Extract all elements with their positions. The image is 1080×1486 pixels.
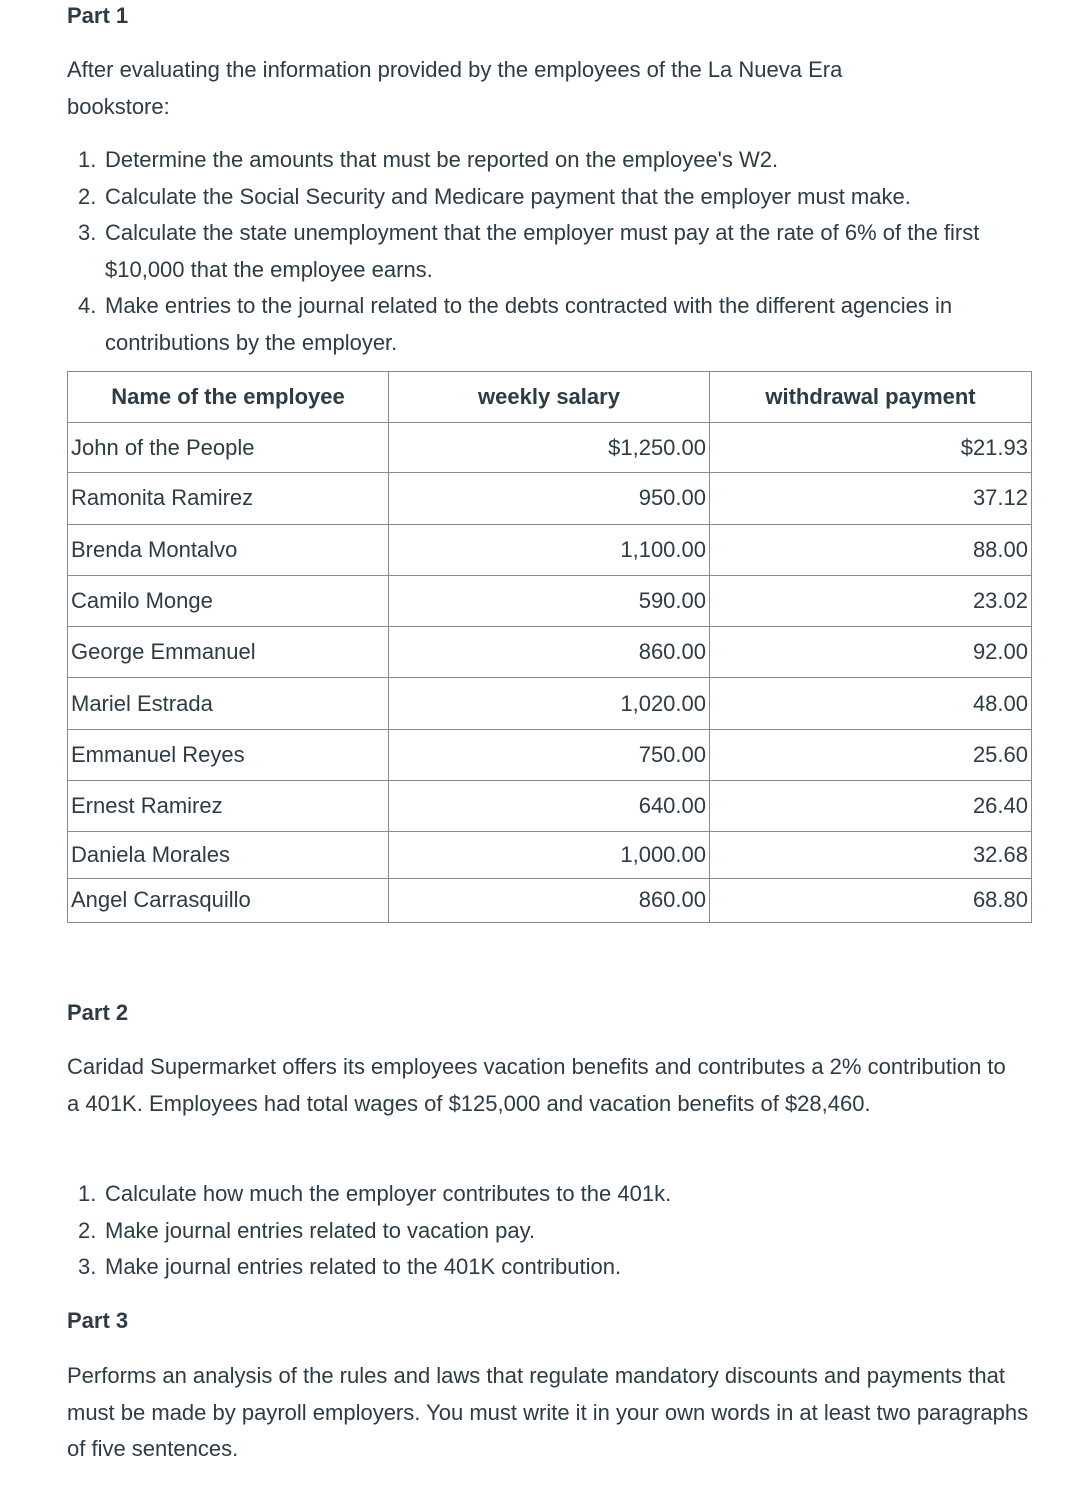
withdrawal-payment: 25.60 <box>710 729 1032 780</box>
part3-body: Performs an analysis of the rules and laws that regulate mandatory discounts and payments that must be made by payroll employers. You must write it in your own words in at least two paragraphs of five sentences. <box>67 1363 1029 1461</box>
weekly-salary: 950.00 <box>389 473 710 524</box>
part1-heading: Part 1 <box>67 3 129 28</box>
column-header-salary: weekly salary <box>389 372 710 423</box>
weekly-salary: 640.00 <box>389 781 710 832</box>
employee-name: John of the People <box>68 423 389 473</box>
employee-name: Daniela Morales <box>68 832 389 878</box>
withdrawal-payment: 26.40 <box>710 781 1032 832</box>
part1-intro: After evaluating the information provided by the employees of the La Nueva Era bookstore: <box>67 57 843 119</box>
withdrawal-payment: 37.12 <box>710 473 1032 524</box>
employee-name: Camilo Monge <box>68 575 389 626</box>
withdrawal-payment: $21.93 <box>710 423 1032 473</box>
weekly-salary: 1,100.00 <box>389 524 710 575</box>
employee-name: Brenda Montalvo <box>68 524 389 575</box>
list-item: 3. Calculate the state unemployment that the employer must pay at the rate of 6% of the first $10,000 that the employee earns. <box>78 220 980 282</box>
weekly-salary: 590.00 <box>389 575 710 626</box>
list-item: 1. Calculate how much the employer contributes to the 401k. <box>78 1181 672 1206</box>
weekly-salary: 1,000.00 <box>389 832 710 878</box>
weekly-salary: 1,020.00 <box>389 678 710 729</box>
list-item: 2. Calculate the Social Security and Medicare payment that the employer must make. <box>78 183 911 209</box>
table-row <box>68 678 1032 729</box>
table-row <box>68 832 1032 878</box>
part1-task-list <box>67 142 1027 361</box>
employee-name: Ramonita Ramirez <box>68 473 389 524</box>
withdrawal-payment: 48.00 <box>710 678 1032 729</box>
weekly-salary: 860.00 <box>389 627 710 678</box>
table-row <box>68 473 1032 524</box>
withdrawal-payment: 68.80 <box>710 878 1032 922</box>
table-row <box>68 781 1032 832</box>
part2-intro: Caridad Supermarket offers its employees vacation benefits and contributes a 2% contribution to a 401K. Employees had total wages of $125,000 and vacation benefits of $28,460. <box>67 1054 1006 1116</box>
weekly-salary: $1,250.00 <box>389 423 710 473</box>
part2-heading: Part 2 <box>67 1000 129 1025</box>
withdrawal-payment: 88.00 <box>710 524 1032 575</box>
withdrawal-payment: 92.00 <box>710 627 1032 678</box>
part3-heading: Part 3 <box>67 1308 129 1333</box>
column-header-withdrawal: withdrawal payment <box>710 372 1032 423</box>
withdrawal-payment: 23.02 <box>710 575 1032 626</box>
list-item: 1. Determine the amounts that must be reported on the employee's W2. <box>78 147 779 172</box>
weekly-salary: 860.00 <box>389 878 710 922</box>
list-item: 3. Make journal entries related to the 401K contribution. <box>78 1254 622 1279</box>
employee-salary-table <box>67 371 1032 923</box>
table-header-row <box>68 372 1032 423</box>
employee-name: Ernest Ramirez <box>68 781 389 832</box>
table-row <box>68 524 1032 575</box>
table-row <box>68 423 1032 473</box>
column-header-name: Name of the employee <box>68 372 389 423</box>
employee-name: George Emmanuel <box>68 627 389 678</box>
part2-task-list <box>67 1176 1027 1286</box>
withdrawal-payment: 32.68 <box>710 832 1032 878</box>
employee-name: Mariel Estrada <box>68 678 389 729</box>
table-row <box>68 575 1032 626</box>
list-item: 4. Make entries to the journal related to the debts contracted with the different agencies in contributions by the employer. <box>78 293 953 355</box>
list-item: 2. Make journal entries related to vacation pay. <box>78 1217 536 1243</box>
table-row <box>68 729 1032 780</box>
table-row <box>68 878 1032 922</box>
employee-name: Angel Carrasquillo <box>68 878 389 922</box>
employee-name: Emmanuel Reyes <box>68 729 389 780</box>
table-row <box>68 627 1032 678</box>
weekly-salary: 750.00 <box>389 729 710 780</box>
